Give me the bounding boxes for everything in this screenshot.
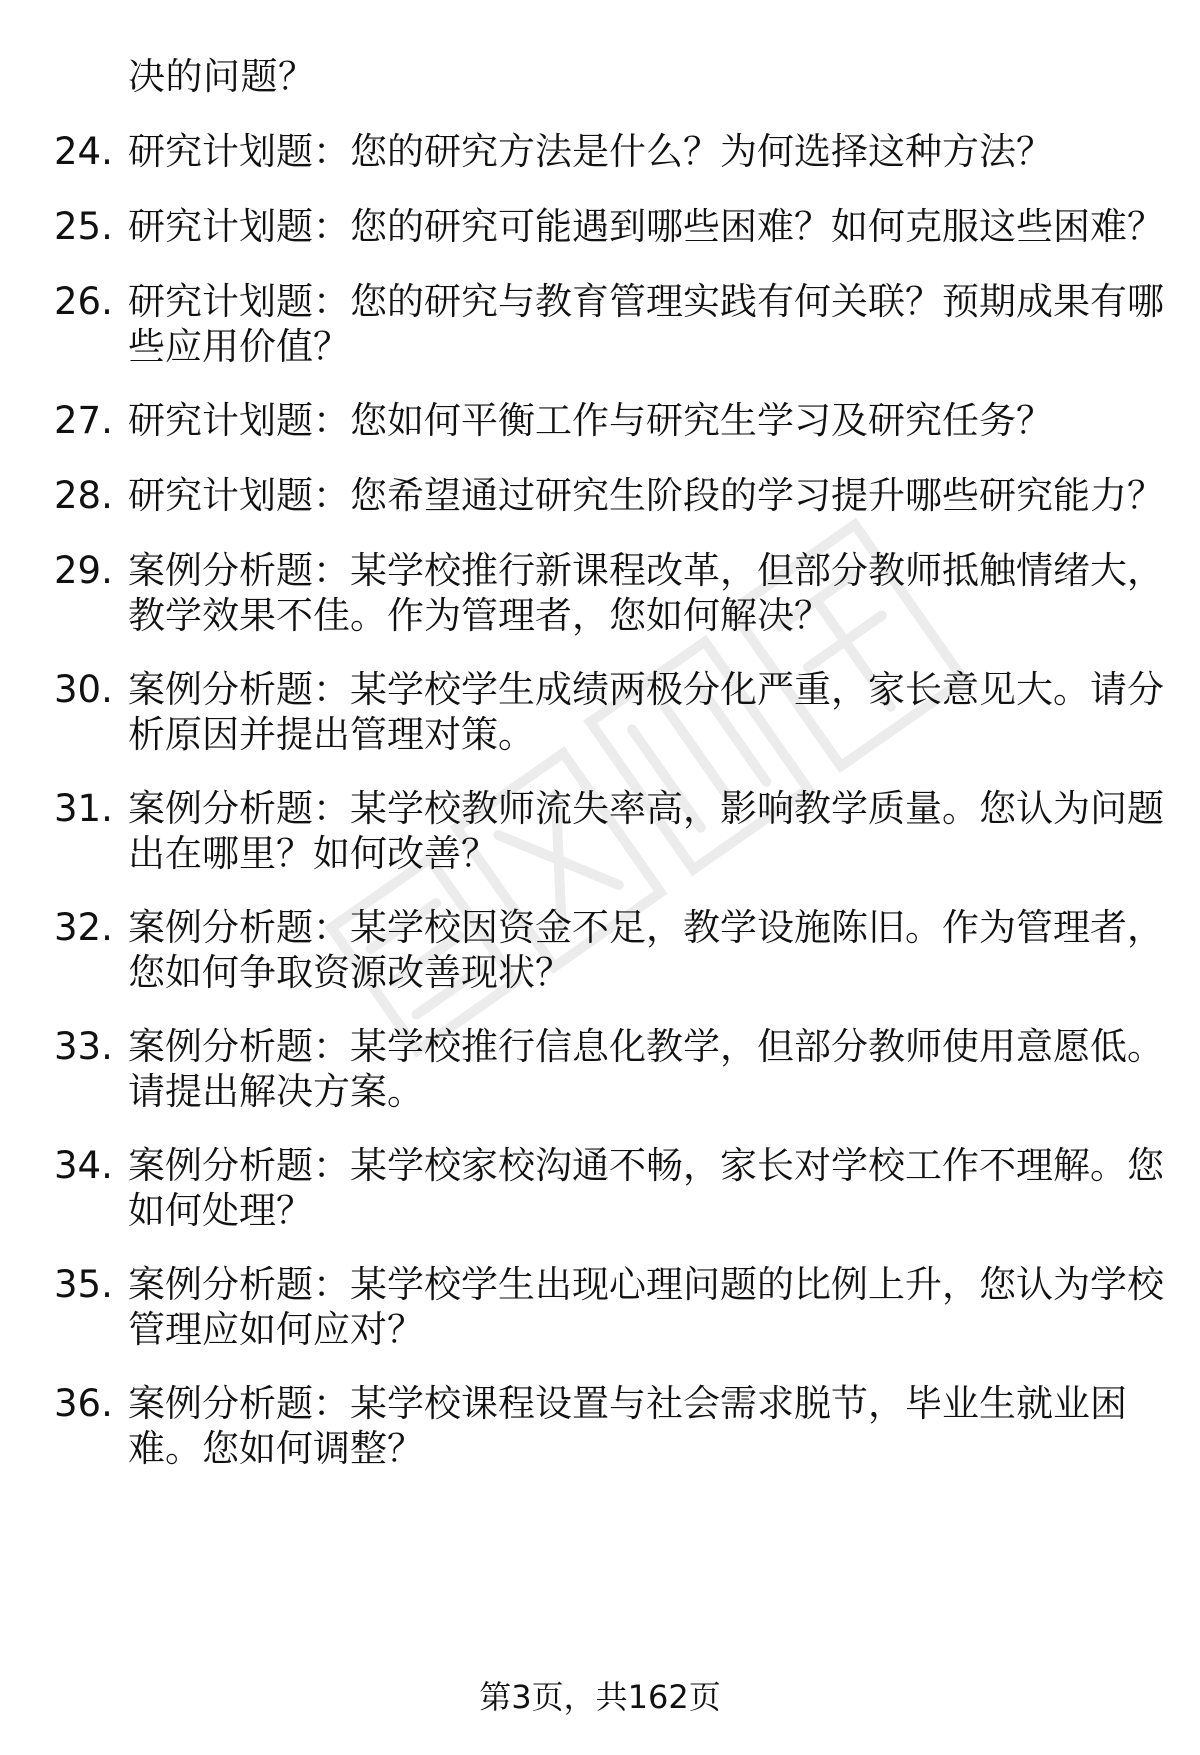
item-text-line: 研究计划题：您如何平衡工作与研究生学习及研究任务？ bbox=[128, 399, 1053, 442]
item-text-line: 出在哪里？如何改善？ bbox=[128, 832, 498, 875]
item-text-line: 研究计划题：您希望通过研究生阶段的学习提升哪些研究能力？ bbox=[128, 474, 1164, 517]
page-footer: 第3页，共162页 bbox=[479, 1678, 721, 1716]
item-text-line: 管理应如何应对？ bbox=[128, 1308, 424, 1351]
item-text-line: 研究计划题：您的研究与教育管理实践有何关联？预期成果有哪 bbox=[128, 280, 1164, 323]
item-number: 24. bbox=[54, 130, 113, 173]
item-text-line: 研究计划题：您的研究可能遇到哪些困难？如何克服这些困难？ bbox=[128, 205, 1164, 248]
item-text-line: 您如何争取资源改善现状？ bbox=[128, 951, 572, 994]
item-text-line: 案例分析题：某学校学生出现心理问题的比例上升，您认为学校 bbox=[128, 1263, 1164, 1306]
item-text-line: 案例分析题：某学校学生成绩两极分化严重，家长意见大。请分 bbox=[128, 668, 1164, 711]
item-text-line: 案例分析题：某学校推行新课程改革，但部分教师抵触情绪大， bbox=[128, 549, 1164, 592]
item-text-line: 请提出解决方案。 bbox=[128, 1070, 424, 1113]
item-number: 25. bbox=[54, 205, 113, 248]
item-text-line: 研究计划题：您的研究方法是什么？为何选择这种方法？ bbox=[128, 130, 1053, 173]
item-number: 32. bbox=[54, 906, 113, 949]
item-number: 26. bbox=[54, 280, 113, 323]
item-number: 36. bbox=[54, 1382, 113, 1425]
item-text-line: 案例分析题：某学校推行信息化教学，但部分教师使用意愿低。 bbox=[128, 1025, 1164, 1068]
item-number: 34. bbox=[54, 1144, 113, 1187]
item-text-line: 案例分析题：某学校教师流失率高，影响教学质量。您认为问题 bbox=[128, 787, 1164, 830]
item-text-line: 难。您如何调整？ bbox=[128, 1427, 424, 1470]
item-number: 33. bbox=[54, 1025, 113, 1068]
item-text-line: 如何处理？ bbox=[128, 1189, 313, 1232]
item-number: 35. bbox=[54, 1263, 113, 1306]
item-text-line: 案例分析题：某学校家校沟通不畅，家长对学校工作不理解。您 bbox=[128, 1144, 1164, 1187]
item-number: 30. bbox=[54, 668, 113, 711]
continuation-line: 决的问题？ bbox=[128, 55, 316, 98]
item-text-line: 些应用价值？ bbox=[128, 325, 350, 368]
item-number: 29. bbox=[54, 549, 113, 592]
item-text-line: 析原因并提出管理对策。 bbox=[128, 713, 535, 756]
item-number: 31. bbox=[54, 787, 113, 830]
item-number: 28. bbox=[54, 474, 113, 517]
item-text-line: 案例分析题：某学校课程设置与社会需求脱节，毕业生就业困 bbox=[128, 1382, 1127, 1425]
item-text-line: 教学效果不佳。作为管理者，您如何解决？ bbox=[128, 594, 831, 637]
item-text-line: 案例分析题：某学校因资金不足，教学设施陈旧。作为管理者， bbox=[128, 906, 1164, 949]
item-number: 27. bbox=[54, 399, 113, 442]
